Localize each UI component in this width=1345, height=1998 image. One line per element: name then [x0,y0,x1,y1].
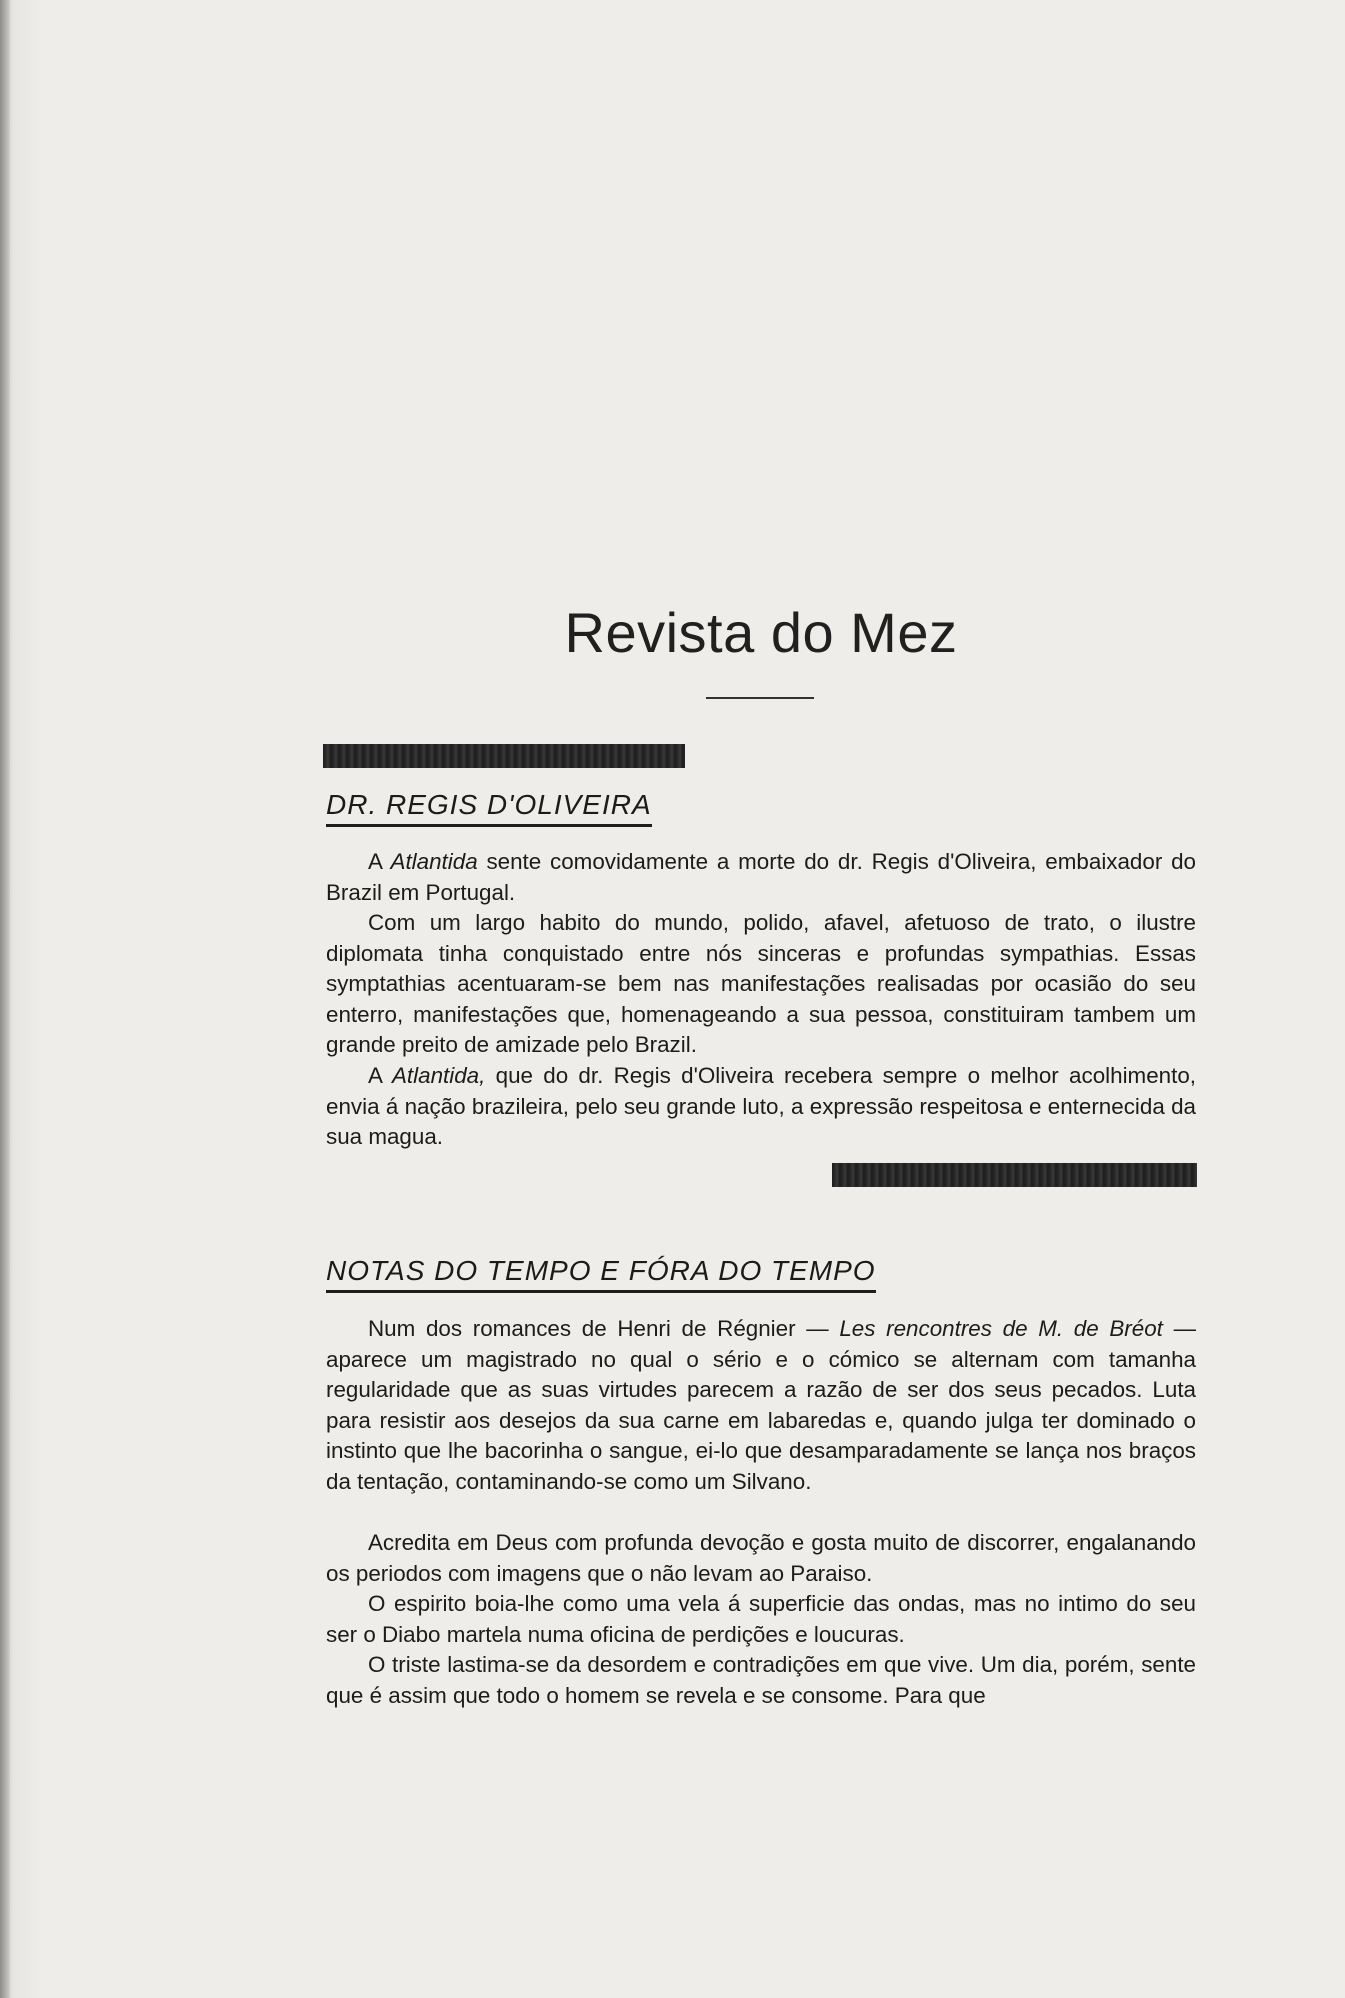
section-heading-regis: DR. REGIS D'OLIVEIRA [326,787,652,827]
paragraph: Acredita em Deus com profunda devoção e gosta muito de discorrer, engalanando os periodos com imagens que o não levam ao Paraiso. [326,1530,1196,1586]
paragraph: Num dos romances de Henri de Régnier — Les rencontres de M. de Bréot — aparece um magistrado no qual o sério e o cómico se alternam com tamanha regularidade que as suas virtudes parecem a razão de ser dos seus pecados. Luta para resistir aos desejos da sua carne em labaredas e, quando julga ter dominado o instinto que lhe bacorinha o sangue, ei-lo que desamparadamente se lança nos braços da tentação, contaminando-se como um Silvano. [326,1316,1196,1494]
paragraph: A Atlantida, que do dr. Regis d'Oliveira recebera sempre o melhor acolhimento, envia á nação brazileira, pelo seu grande luto, a expressão respeitosa e enternecida da sua magua. [326,1063,1196,1149]
italic-book-title: Les rencontres de M. de Bréot [839,1316,1163,1341]
page-title: Revista do Mez [564,601,958,664]
paragraph: A Atlantida sente comovidamente a morte do dr. Regis d'Oliveira, embaixador do Brazil em Portugal. [326,849,1197,905]
paragraph: Com um largo habito do mundo, polido, afavel, afetuoso de trato, o ilustre diplomata tinha conquistado entre nós sinceras e profundas sympathias. Essas symptathias acentuaram-se bem nas manifestações realisadas por ocasião do seu enterro, manifestações que, homenageando a sua pessoa, constituiram tambem um grande preito de amizade pelo Brazil. [326,910,1196,1057]
title-rule [706,697,814,699]
italic-publication-name: Atlantida, [391,1063,486,1088]
section-ornament-bar [832,1163,1197,1187]
page-spine-shadow [0,0,10,1998]
section-ornament-bar [323,744,685,768]
section-heading-notas: NOTAS DO TEMPO E FÓRA DO TEMPO [326,1253,876,1293]
paragraph: O espirito boia-lhe como uma vela á superficie das ondas, mas no intimo do seu ser o Diabo martela numa oficina de perdições e loucuras. [326,1591,1196,1647]
paragraph: O triste lastima-se da desordem e contradições em que vive. Um dia, porém, sente que é assim que todo o homem se revela e se consome. Para que [326,1652,1196,1708]
italic-publication-name: Atlantida [390,849,478,874]
